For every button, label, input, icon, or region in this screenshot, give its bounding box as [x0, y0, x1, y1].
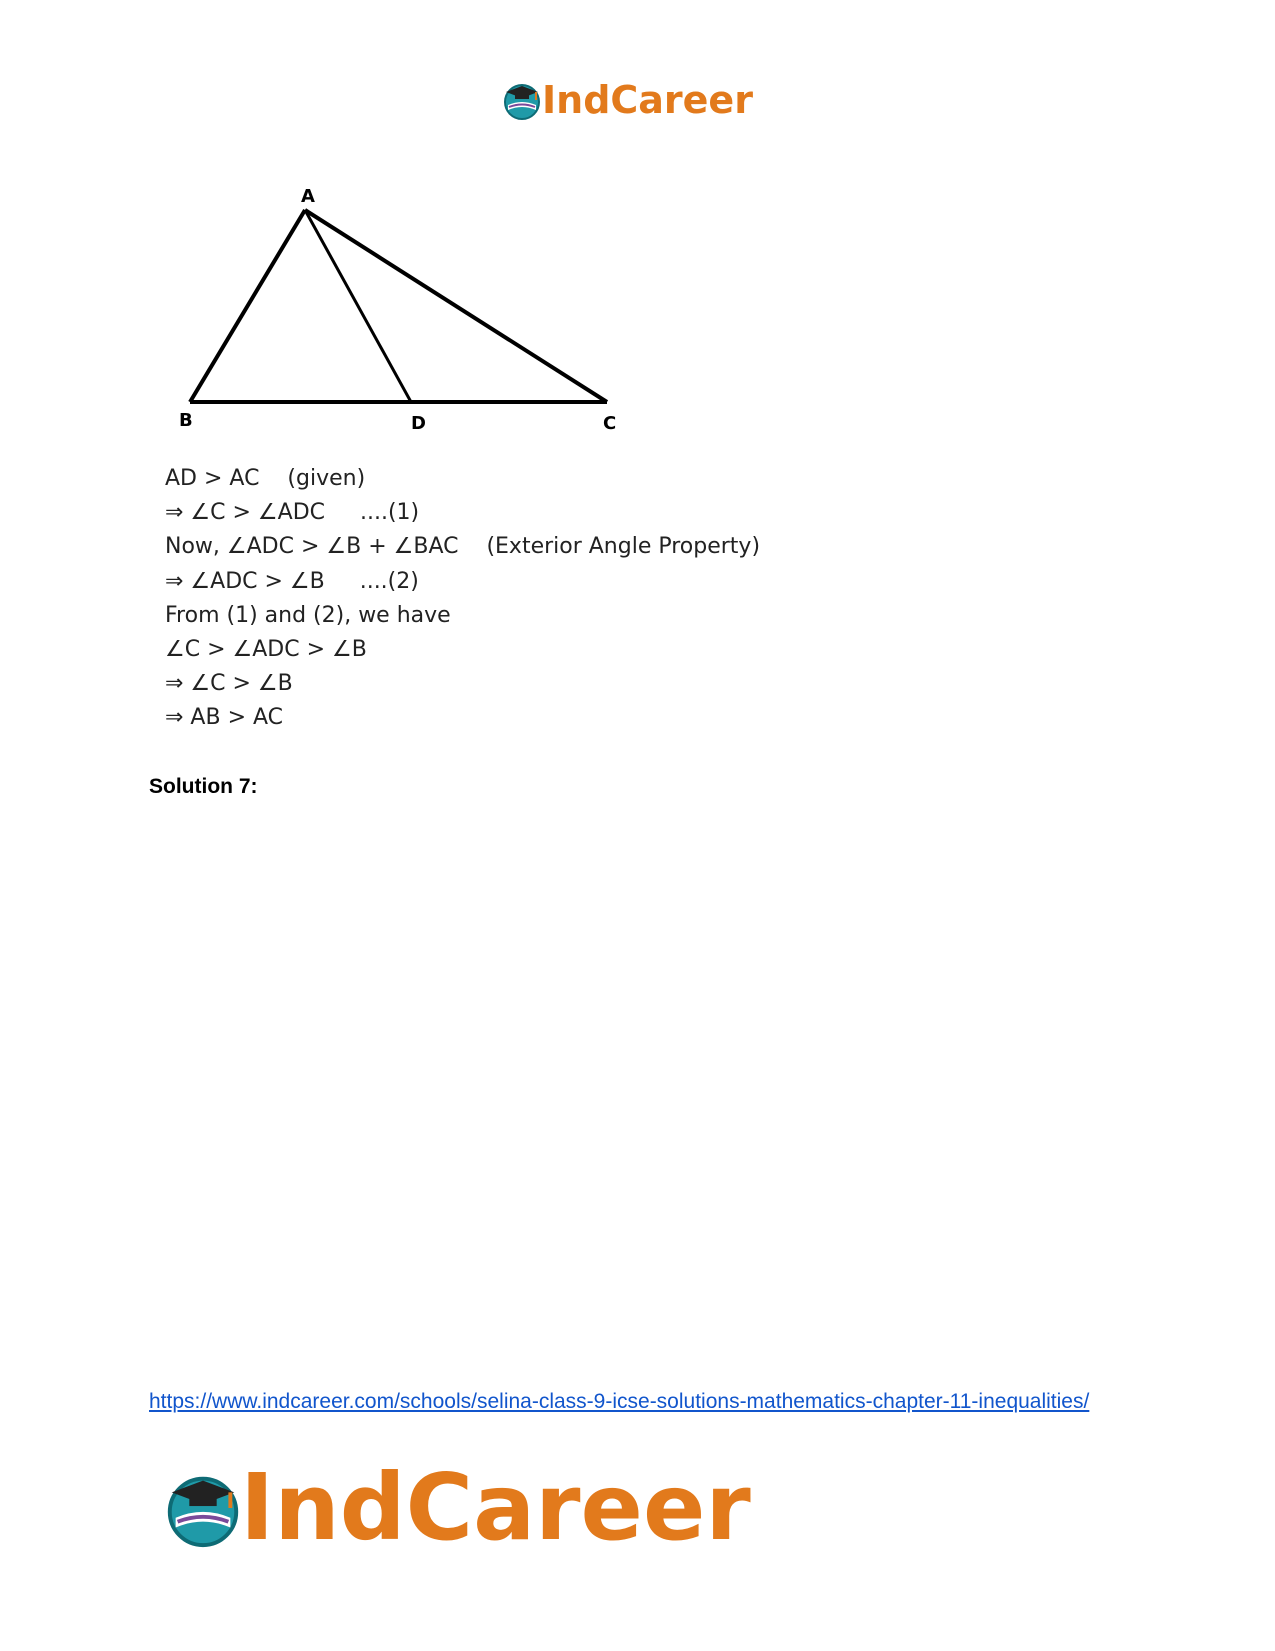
vertex-label-c: C: [603, 413, 617, 434]
solution-step: ⇒ ∠ADC > ∠B ....(2): [165, 568, 419, 594]
segment-ad: [305, 210, 411, 402]
graduation-cap-globe-icon: [160, 1465, 246, 1551]
side-ac: [305, 210, 607, 402]
solution-step: ∠C > ∠ADC > ∠B: [165, 636, 367, 662]
solution-step: From (1) and (2), we have: [165, 602, 451, 628]
header-logo: [500, 78, 753, 122]
solution-heading: Solution 7:: [149, 775, 258, 798]
vertex-label-b: B: [179, 410, 193, 431]
solution-step: ⇒ ∠C > ∠ADC ....(1): [165, 500, 420, 526]
solution-step: Now, ∠ADC > ∠B + ∠BAC (Exterior Angle Property): [165, 534, 761, 560]
solution-step: AD > AC (given): [165, 466, 366, 491]
solution-steps: [165, 462, 760, 736]
triangle-figure: [175, 180, 635, 440]
side-ab: [190, 210, 305, 402]
solution-step: ⇒ ∠C > ∠B: [165, 671, 293, 697]
footer-logo: [160, 1454, 751, 1561]
graduation-cap-globe-icon: [500, 78, 544, 122]
vertex-label-a: A: [301, 186, 315, 207]
solution-step: ⇒ AB > AC: [165, 705, 284, 731]
vertex-label-d: D: [411, 413, 426, 434]
footer-brand-name: IndCareer: [240, 1454, 751, 1561]
source-link[interactable]: https://www.indcareer.com/schools/selina-class-9-icse-solutions-mathematics-chapter-11-inequalities/: [149, 1390, 1090, 1413]
header-brand-name: IndCareer: [542, 78, 753, 122]
